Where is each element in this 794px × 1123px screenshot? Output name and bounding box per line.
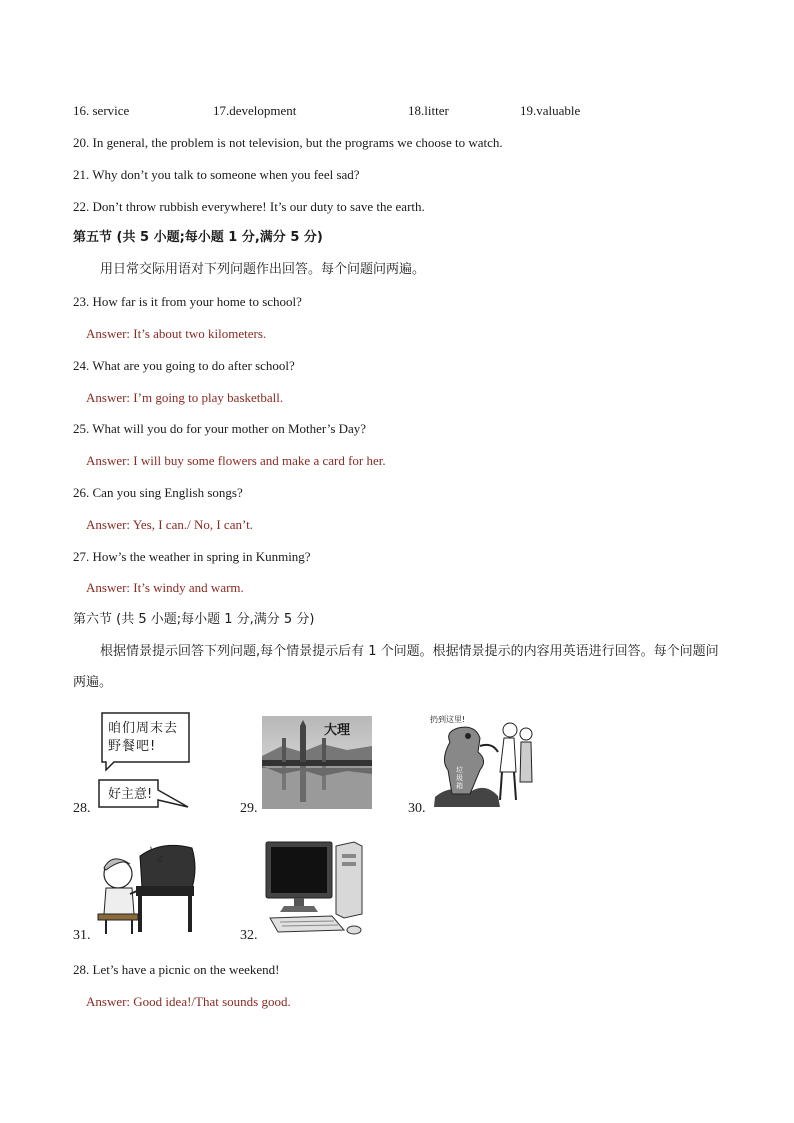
label-30: 30.: [408, 801, 426, 816]
answer-24: Answer: I’m going to play basketball.: [86, 390, 284, 405]
caption-dali: 大理: [324, 723, 351, 738]
svg-text:♫: ♫: [156, 854, 164, 865]
vocab-18: 18.litter: [408, 103, 449, 118]
section6-instruction: 根据情景提示回答下列问题,每个情景提示后有 1 个问题。根据情景提示的内容用英语进行回答。每个问题问两遍。: [73, 644, 719, 690]
answer-27: Answer: It’s windy and warm.: [86, 580, 244, 595]
answer-26: Answer: Yes, I can./ No, I can’t.: [86, 517, 253, 532]
label-29: 29.: [240, 801, 258, 816]
question-25: 25. What will you do for your mother on Mother’s Day?: [73, 421, 367, 436]
label-28: 28.: [73, 801, 91, 816]
picture-32-computer: [262, 838, 372, 942]
section6-heading: 第六节 (共 5 小题;每小题 1 分,满分 5 分): [73, 612, 315, 627]
picture-29-dali: [262, 716, 372, 809]
bubble-good-idea: 好主意!: [108, 787, 153, 802]
picture-28: [92, 710, 192, 812]
vocab-19: 19.valuable: [520, 103, 581, 118]
picture-31-piano: [92, 838, 200, 938]
answer-23: Answer: It’s about two kilometers.: [86, 326, 267, 341]
question-28: 28. Let’s have a picnic on the weekend!: [73, 962, 280, 977]
vocab-16: 16. service: [73, 103, 130, 118]
answer-25: Answer: I will buy some flowers and make a card for her.: [86, 453, 386, 468]
question-23: 23. How far is it from your home to school?: [73, 294, 302, 309]
caption-throw-here: 扔到这里!: [430, 715, 466, 724]
section5-heading: 第五节 (共 5 小题;每小题 1 分,满分 5 分): [73, 230, 323, 245]
question-24: 24. What are you going to do after school?: [73, 358, 295, 373]
picture-30-litter: [430, 712, 538, 812]
section5-instruction: 用日常交际用语对下列问题作出回答。每个问题问两遍。: [100, 262, 426, 277]
svg-text:♪: ♪: [148, 844, 153, 855]
sentence-20: 20. In general, the problem is not television, but the programs we choose to watch.: [73, 135, 503, 150]
caption-bin: 垃圾箱: [456, 766, 463, 790]
label-31: 31.: [73, 928, 91, 943]
sentence-22: 22. Don’t throw rubbish everywhere! It’s our duty to save the earth.: [73, 199, 425, 214]
vocab-17: 17.development: [213, 103, 297, 118]
sentence-21: 21. Why don’t you talk to someone when you feel sad?: [73, 167, 360, 182]
question-27: 27. How’s the weather in spring in Kunming?: [73, 549, 311, 564]
question-26: 26. Can you sing English songs?: [73, 485, 243, 500]
answer-28: Answer: Good idea!/That sounds good.: [86, 994, 291, 1009]
bubble-picnic: 咱们周末去野餐吧!: [108, 721, 179, 754]
label-32: 32.: [240, 928, 258, 943]
